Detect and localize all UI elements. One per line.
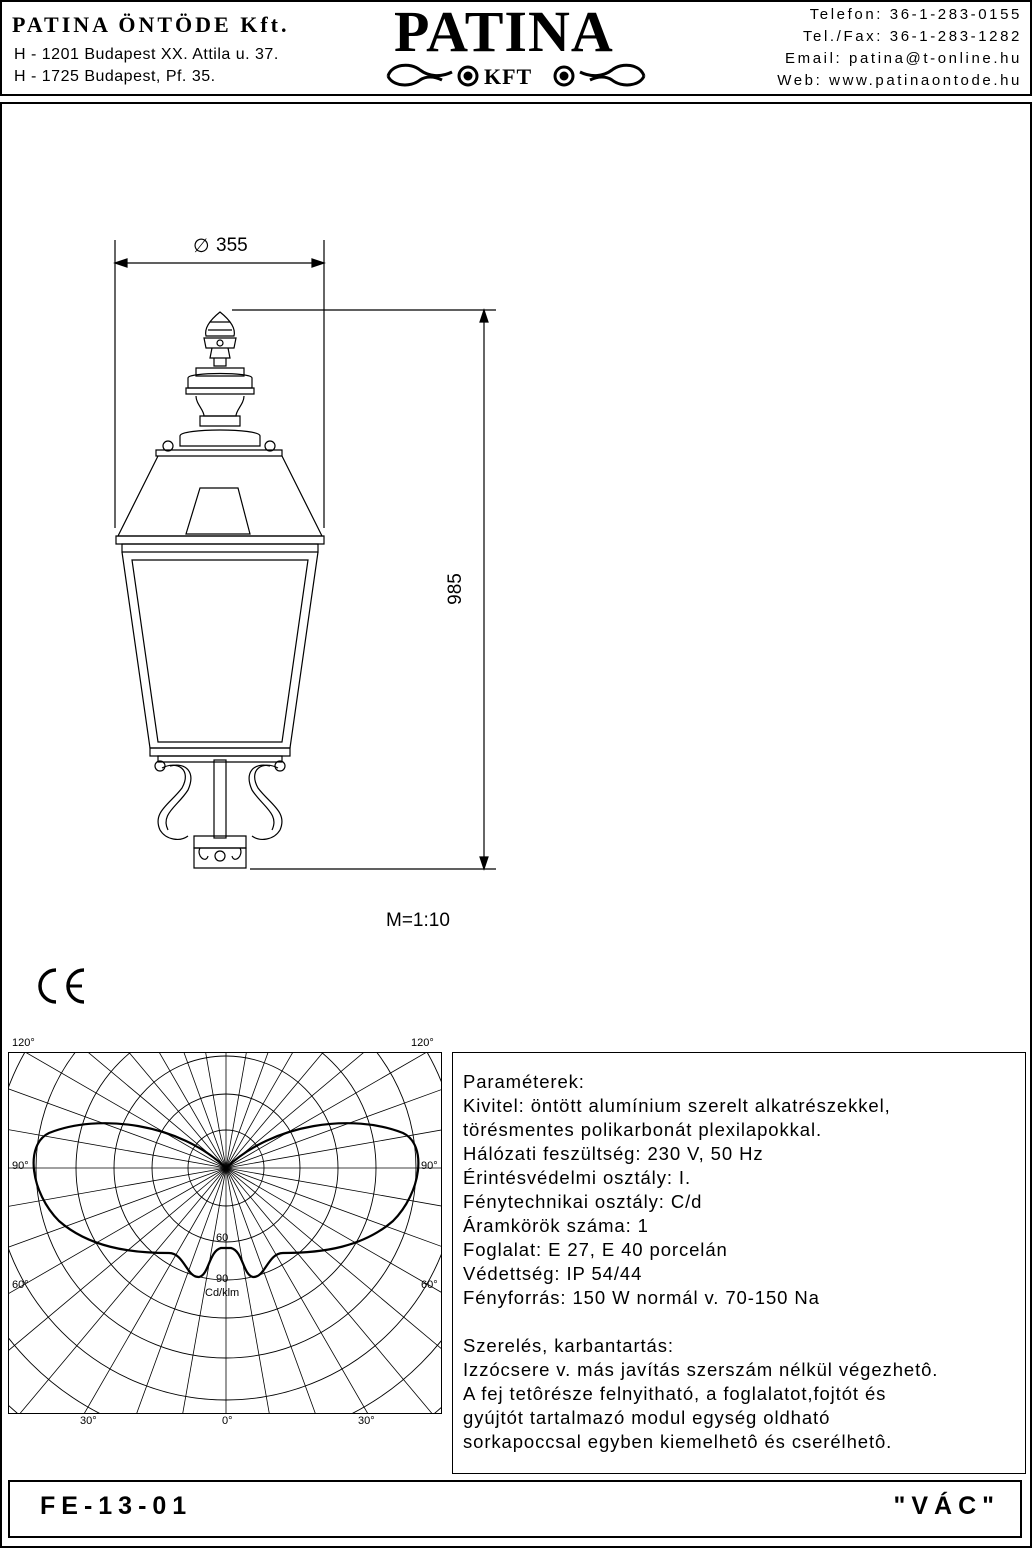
address-line-2: H - 1725 Budapest, Pf. 35. [14, 68, 216, 85]
param-line: sorkapoccsal egyben kiemelhetô és cserélhetô. [463, 1431, 893, 1452]
product-name: "VÁC" [893, 1492, 1000, 1520]
polar-angle-label: 60° [12, 1279, 29, 1291]
parameters-box [452, 1052, 1026, 1474]
footer-box [8, 1480, 1022, 1538]
polar-radial-line [226, 1168, 442, 1414]
scale-label: M=1:10 [386, 910, 450, 931]
polar-radial-line [9, 1053, 226, 1168]
param-line: Izzócsere v. más javítás szerszám nélkül végezhetô. [463, 1359, 939, 1380]
address-line-1: H - 1201 Budapest XX. Attila u. 37. [14, 46, 279, 63]
param-line: Áramkörök száma: 1 [463, 1215, 649, 1236]
phone-number: Telefon: 36-1-283-0155 [809, 6, 1022, 23]
company-name: PATINA ÖNTÖDE Kft. [12, 12, 290, 37]
polar-radial-line [9, 1168, 229, 1255]
web-address[interactable]: Web: www.patinaontode.hu [777, 72, 1022, 89]
logo-subtitle: KFT [484, 64, 533, 89]
polar-radial-line [226, 1053, 397, 1168]
param-line: törésmentes polikarbonát plexilapokkal. [463, 1119, 823, 1140]
polar-radial-label: 60 [216, 1232, 229, 1244]
polar-radial-line [139, 1053, 226, 1168]
polar-radial-line [226, 1053, 442, 1168]
polar-radial-line [226, 1053, 442, 1168]
product-code: FE-13-01 [40, 1492, 193, 1520]
param-line: Érintésvédelmi osztály: I. [463, 1167, 692, 1188]
polar-radial-line [226, 1053, 442, 1168]
diameter-symbol: ∅ [193, 236, 210, 257]
diameter-value: 355 [216, 235, 248, 256]
polar-radial-line [9, 1053, 226, 1168]
polar-radial-line [9, 1053, 226, 1168]
polar-radial-line [9, 1053, 226, 1168]
polar-angle-label: 120° [12, 1037, 35, 1049]
polar-angle-label: 90° [12, 1160, 29, 1172]
polar-angle-label: 90° [421, 1160, 438, 1172]
polar-radial-line [226, 1053, 313, 1168]
polar-unit-label: Cd/klm [205, 1287, 240, 1299]
polar-angle-label: 60° [421, 1279, 438, 1291]
polar-radial-line [9, 1053, 226, 1168]
polar-radial-line [9, 1168, 229, 1414]
height-value: 985 [444, 573, 466, 605]
param-line: Védettség: IP 54/44 [463, 1263, 643, 1284]
polar-radial-line [226, 1053, 442, 1168]
polar-radial-line [9, 1168, 229, 1414]
polar-angle-label: 0° [222, 1415, 233, 1427]
polar-radial-line [55, 1053, 226, 1168]
param-line: Fényforrás: 150 W normál v. 70-150 Na [463, 1287, 820, 1308]
arrow-left-icon [115, 259, 127, 267]
param-line: Foglalat: E 27, E 40 porcelán [463, 1239, 728, 1260]
polar-radial-line [226, 1168, 442, 1414]
arrow-right-icon [312, 259, 324, 267]
param-line: Fénytechnikai osztály: C/d [463, 1191, 703, 1212]
arrow-up-icon [480, 310, 488, 322]
polar-angle-label: 120° [411, 1037, 434, 1049]
arrow-down-icon [480, 857, 488, 869]
polar-radial-line [226, 1168, 442, 1414]
polar-radial-line [226, 1168, 442, 1255]
polar-radial-line [226, 1168, 442, 1339]
email-address[interactable]: Email: patina@t-online.hu [785, 50, 1022, 67]
param-line: Kivitel: öntött alumínium szerelt alkatrészekkel, [463, 1095, 891, 1116]
fax-number: Tel./Fax: 36-1-283-1282 [802, 28, 1022, 45]
ce-mark-icon [38, 966, 90, 1006]
param-line: A fej tetôrésze felnyitható, a foglalatot,fojtót és [463, 1383, 887, 1404]
logo-title: PATINA [394, 0, 614, 64]
polar-radial-label: 90 [216, 1273, 229, 1285]
polar-radial-line [226, 1168, 442, 1414]
param-line: gyújtót tartalmazó modul egység oldható [463, 1407, 831, 1428]
param-line: Szerelés, karbantartás: [463, 1335, 674, 1356]
polar-angle-label: 30° [358, 1415, 375, 1427]
polar-radial-line [9, 1168, 229, 1414]
polar-radial-line [9, 1168, 229, 1414]
param-line: Hálózati feszültség: 230 V, 50 Hz [463, 1143, 764, 1164]
param-line: Paraméterek: [463, 1071, 585, 1092]
polar-angle-label: 30° [80, 1415, 97, 1427]
polar-radial-line [226, 1053, 442, 1168]
